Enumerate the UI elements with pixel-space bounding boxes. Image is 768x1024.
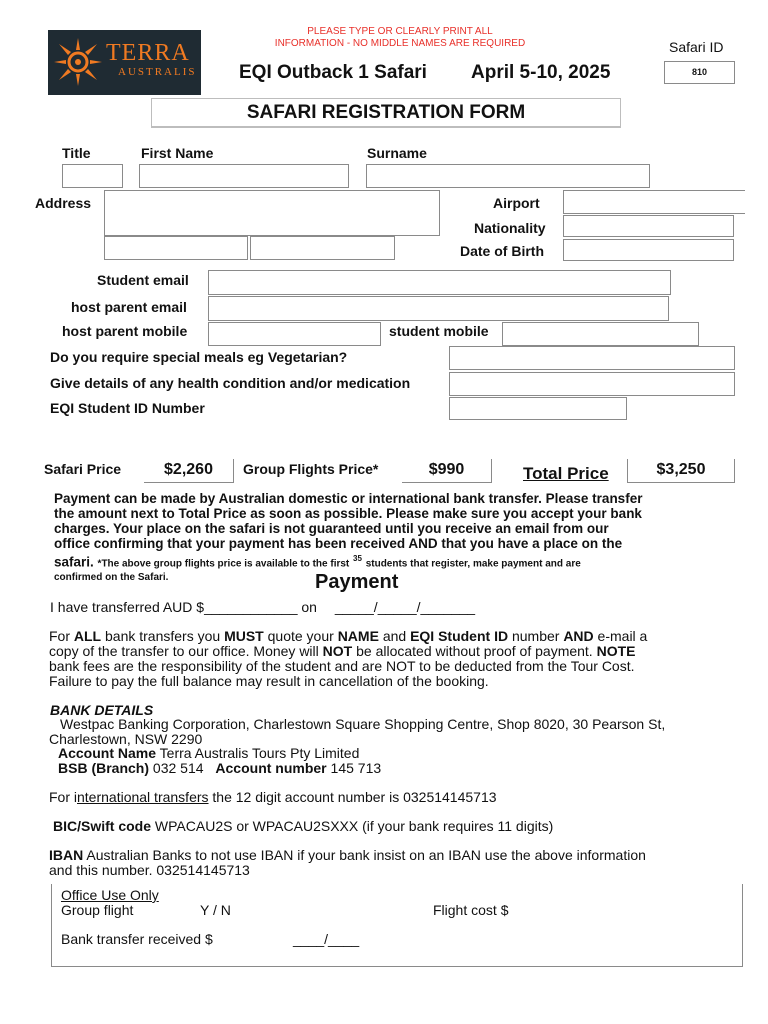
student-id-label: EQI Student ID Number — [50, 400, 205, 416]
payment-notice-footnote: *The above group flights price is available to the first — [97, 558, 350, 570]
health-label: Give details of any health condition and/or medication — [50, 375, 411, 391]
instr-mid2: quote your — [267, 628, 334, 644]
total-price-label: Total Price — [523, 464, 609, 483]
flights-price-label: Group Flights Price* — [243, 461, 379, 477]
dob-field[interactable] — [563, 239, 734, 261]
account-name-line — [58, 746, 359, 761]
payment-notice-line6: confirmed on the Safari. — [54, 571, 169, 583]
safari-id-label: Safari ID — [669, 39, 724, 55]
account-name-label: Account Name — [58, 745, 157, 761]
red-notice — [255, 26, 545, 50]
instructions-line4: Failure to pay the full balance may result in cancellation of the booking. — [49, 673, 489, 689]
special-meals-label: Do you require special meals eg Vegetarian? — [50, 349, 348, 365]
student-email-field[interactable] — [208, 270, 671, 295]
transferred-date-blank: _____/_____/_______ — [334, 599, 476, 615]
bank-received-label: Bank transfer received $ — [61, 931, 213, 947]
flight-cost-label: Flight cost $ — [433, 902, 509, 918]
student-email-label: Student email — [97, 272, 189, 288]
instr-all: ALL — [73, 628, 102, 644]
instr-must: MUST — [224, 628, 264, 644]
bsb-value: 032 514 — [152, 760, 204, 776]
payment-notice-line3: charges. Your place on the safari is not guaranteed until you receive an email from our — [54, 521, 609, 536]
instr-and2: AND — [563, 628, 594, 644]
payment-notice — [54, 491, 642, 583]
flights-price-box — [402, 459, 492, 483]
address-field-line2a[interactable] — [104, 236, 248, 260]
title-field[interactable] — [62, 164, 123, 188]
logo-terra: TERRA — [106, 40, 190, 66]
group-flight-yn: Y / N — [200, 902, 231, 918]
transferred-label: I have transferred AUD $____________ on — [50, 599, 317, 615]
instr-note: NOTE — [596, 643, 636, 659]
bank-details-heading: BANK DETAILS — [50, 702, 154, 718]
account-name-value: Terra Australis Tours Pty Limited — [159, 745, 360, 761]
student-mobile-field[interactable] — [502, 322, 699, 346]
instr-name: NAME — [337, 628, 379, 644]
payment-notice-line5 — [54, 551, 642, 572]
payment-notice-line2: the amount next to Total Price as soon as possible. Please make sure you accept your bank — [54, 506, 642, 521]
iban-block — [49, 848, 646, 878]
terra-australis-logo — [48, 30, 201, 95]
host-parent-email-field[interactable] — [208, 296, 669, 321]
notice-line-2: INFORMATION - NO MIDDLE NAMES ARE REQUIRED — [274, 38, 526, 49]
instr-mid1: bank transfers you — [105, 628, 221, 644]
bsb-label: BSB (Branch) — [58, 760, 150, 776]
surname-label: Surname — [367, 145, 427, 161]
payment-notice-line1: Payment can be made by Australian domestic or international bank transfer. Please transfer — [54, 491, 643, 506]
special-meals-field[interactable] — [449, 346, 735, 370]
payment-notice-number: 35 — [353, 554, 362, 563]
title-label: Title — [62, 145, 91, 161]
intl-pre: For i — [49, 789, 77, 805]
international-transfer-line — [49, 790, 497, 805]
flights-price-value: $990 — [428, 461, 465, 478]
instructions-line3: bank fees are the responsibility of the student and are NOT to be deducted from the Tour Cost. — [49, 658, 635, 674]
total-price-value: $3,250 — [656, 461, 706, 478]
first-name-label: First Name — [141, 145, 214, 161]
host-parent-email-label: host parent email — [71, 299, 187, 315]
safari-name: EQI Outback 1 Safari — [239, 62, 427, 83]
group-flight-label: Group flight — [61, 902, 134, 918]
safari-price-value: $2,260 — [164, 461, 213, 478]
bank-address-line2: Charlestown, NSW 2290 — [49, 731, 203, 747]
swift-text: WPACAU2S or WPACAU2SXXX (if your bank requires 11 digits) — [154, 818, 554, 834]
safari-price-box — [144, 459, 234, 483]
intl-post: the 12 digit account number is 032514145713 — [212, 789, 497, 805]
payment-heading: Payment — [315, 571, 399, 593]
bank-received-date: ____/____ — [293, 931, 360, 947]
instructions-paragraph — [49, 629, 647, 689]
instr-number: number — [511, 628, 560, 644]
first-name-field[interactable] — [139, 164, 349, 188]
office-use-heading: Office Use Only — [61, 887, 159, 903]
health-field[interactable] — [449, 372, 735, 396]
instr-for: For — [49, 628, 70, 644]
bank-address — [49, 717, 665, 747]
safari-price-label: Safari Price — [44, 461, 122, 477]
iban-text: Australian Banks to not use IBAN if your bank insist on an IBAN use the above information — [86, 847, 646, 863]
host-parent-mobile-label: host parent mobile — [62, 323, 188, 339]
instr-eqi: EQI Student ID — [410, 628, 509, 644]
safari-id-value: 810 — [691, 67, 708, 77]
address-field-line1[interactable] — [104, 190, 440, 236]
nationality-label: Nationality — [474, 220, 546, 236]
instr-line2b: be allocated without proof of payment. — [356, 643, 593, 659]
instr-line2a: copy of the transfer to our office. Money will — [49, 643, 319, 659]
swift-label: BIC/Swift code — [53, 818, 152, 834]
surname-field[interactable] — [366, 164, 650, 188]
notice-line-1: PLEASE TYPE OR CLEARLY PRINT ALL — [307, 26, 493, 37]
bank-address-line1: Westpac Banking Corporation, Charlestown Square Shopping Centre, Shop 8020, 30 Pearson St, — [60, 716, 666, 732]
form-title: SAFARI REGISTRATION FORM — [246, 102, 526, 123]
safari-dates: April 5-10, 2025 — [471, 62, 611, 83]
iban-label: IBAN — [49, 847, 84, 863]
instr-and1: and — [382, 628, 407, 644]
student-id-field[interactable] — [449, 397, 627, 420]
instr-not: NOT — [322, 643, 353, 659]
iban-line1 — [49, 848, 646, 863]
account-number-label: Account number — [215, 760, 327, 776]
instructions-line1 — [49, 629, 647, 644]
payment-notice-line4: office confirming that your payment has been received AND that you have a place on the — [54, 536, 623, 551]
form-title-box — [151, 98, 621, 128]
payment-notice-safari: safari. — [54, 554, 94, 570]
instr-email: e-mail a — [597, 628, 648, 644]
swift-line — [53, 819, 553, 834]
logo-australis: AUSTRALIS — [118, 66, 197, 78]
payment-notice-footnote-rest: students that register, make payment and are — [365, 558, 581, 570]
address-field-line2b[interactable] — [250, 236, 395, 260]
student-mobile-label: student mobile — [389, 323, 489, 339]
safari-id-field[interactable] — [664, 61, 735, 84]
address-label: Address — [35, 195, 92, 211]
bsb-line — [58, 761, 381, 776]
account-number-value: 145 713 — [330, 760, 382, 776]
total-price-box — [627, 459, 735, 483]
instructions-line2 — [49, 644, 647, 659]
intl-link: nternational transfers — [77, 789, 209, 805]
airport-field[interactable] — [563, 190, 745, 214]
host-parent-mobile-field[interactable] — [208, 322, 381, 346]
nationality-field[interactable] — [563, 215, 734, 237]
dob-label: Date of Birth — [460, 243, 544, 259]
iban-line2: and this number. 032514145713 — [49, 862, 250, 878]
airport-label: Airport — [493, 195, 540, 211]
transferred-line — [50, 600, 475, 615]
